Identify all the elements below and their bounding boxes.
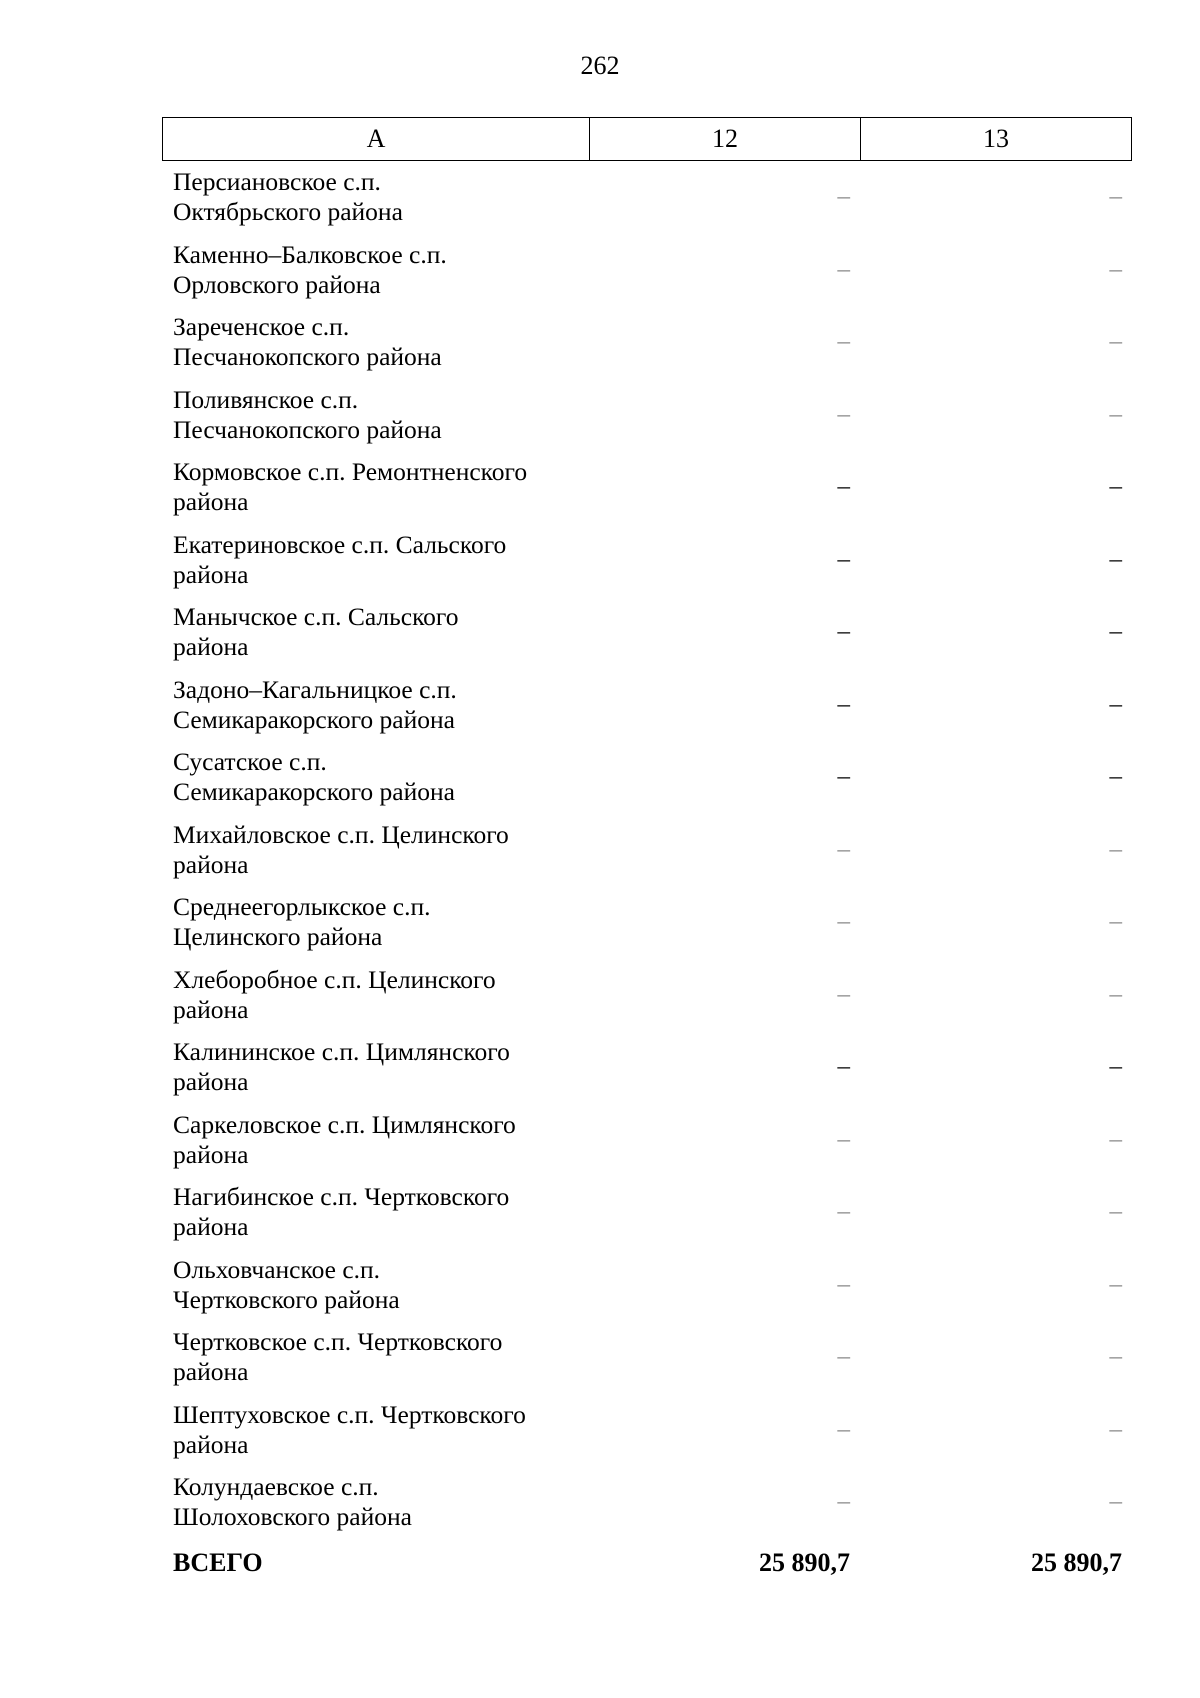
table-row: [162, 524, 1132, 597]
row-name-line2: Чертковского района: [173, 1284, 400, 1314]
row-name-line2: района: [173, 994, 249, 1024]
row-name: [162, 1031, 589, 1104]
table-row: [162, 1104, 1132, 1177]
row-value-12: –: [837, 1198, 850, 1226]
row-name-line2: Октябрьского района: [173, 197, 403, 226]
table-row: [162, 161, 1132, 234]
row-name-line2: района: [173, 849, 249, 879]
row-name-line1: Михайловское с.п. Целинского: [173, 819, 509, 849]
row-name-line1: Зареченское с.п.: [173, 312, 350, 341]
row-value-12: –: [837, 1415, 850, 1443]
row-name: [162, 1321, 589, 1394]
row-value-12: –: [837, 690, 850, 718]
table-row: [162, 959, 1132, 1032]
row-value-13: –: [1109, 545, 1122, 573]
row-value-13: –: [1109, 400, 1122, 428]
row-value-12: –: [837, 473, 850, 501]
row-value-13: –: [1109, 473, 1122, 501]
row-value-12: –: [837, 255, 850, 283]
row-value-13: –: [1109, 763, 1122, 791]
row-value-12: –: [837, 545, 850, 573]
row-value-12: –: [837, 328, 850, 356]
page-number: 262: [580, 51, 620, 80]
header-col-12: 12: [590, 118, 861, 160]
row-name: [162, 959, 589, 1032]
row-name-line2: района: [173, 1139, 249, 1169]
row-name: [162, 886, 589, 959]
row-name-line1: Колундаевское с.п.: [173, 1472, 379, 1501]
row-value-13: –: [1109, 908, 1122, 936]
row-value-12: –: [837, 1270, 850, 1298]
row-name-line1: Чертковское с.п. Чертковского: [173, 1327, 503, 1356]
row-value-12: –: [837, 763, 850, 791]
row-name-line2: района: [173, 1429, 249, 1459]
row-value-12: –: [837, 1488, 850, 1516]
row-name-line1: Задоно–Кагальницкое с.п.: [173, 674, 457, 704]
row-name: [162, 596, 589, 669]
table-row: [162, 1394, 1132, 1467]
row-name-line2: района: [173, 1357, 249, 1386]
row-value-13: –: [1109, 1343, 1122, 1371]
row-name-line1: Саркеловское с.п. Цимлянского: [173, 1109, 516, 1139]
row-name: [162, 1394, 589, 1467]
row-name: [162, 814, 589, 887]
row-name: [162, 524, 589, 597]
row-name: [162, 234, 589, 307]
row-name-line2: Семикаракорского района: [173, 777, 455, 806]
table-row: [162, 451, 1132, 524]
table-row: [162, 306, 1132, 379]
table-row: [162, 596, 1132, 669]
row-value-13: –: [1109, 1053, 1122, 1081]
header-col-13: 13: [983, 124, 1009, 153]
total-value-12: 25 890,7: [759, 1547, 850, 1577]
row-name-line1: Персиановское с.п.: [173, 167, 381, 196]
table-row: [162, 1176, 1132, 1249]
row-name-line1: Шептуховское с.п. Чертковского: [173, 1399, 526, 1429]
row-name-line1: Манычское с.п. Сальского: [173, 602, 459, 631]
row-name-line1: Каменно–Балковское с.п.: [173, 239, 447, 269]
row-name: [162, 306, 589, 379]
total-value-13: 25 890,7: [1031, 1547, 1122, 1577]
data-table: [162, 117, 1132, 1583]
row-value-13: –: [1109, 1415, 1122, 1443]
table-row: [162, 379, 1132, 452]
row-value-13: –: [1109, 255, 1122, 283]
row-value-13: –: [1109, 1125, 1122, 1153]
row-value-13: –: [1109, 183, 1122, 211]
row-value-13: –: [1109, 980, 1122, 1008]
row-value-13: –: [1109, 328, 1122, 356]
row-name-line1: Среднеегорлыкское с.п.: [173, 892, 431, 921]
table-row: [162, 1249, 1132, 1322]
row-name-line1: Поливянское с.п.: [173, 384, 359, 414]
row-name-line1: Нагибинское с.п. Чертковского: [173, 1182, 510, 1211]
row-name-line2: района: [173, 1067, 249, 1096]
row-name-line1: Екатериновское с.п. Сальского: [173, 529, 507, 559]
row-name-line1: Кормовское с.п. Ремонтненского: [173, 457, 528, 486]
table-row: [162, 886, 1132, 959]
table-row: [162, 1321, 1132, 1394]
row-value-13: –: [1109, 835, 1122, 863]
row-value-12: –: [837, 1125, 850, 1153]
row-name-line2: Шолоховского района: [173, 1502, 412, 1531]
row-name: [162, 379, 589, 452]
row-value-12: –: [837, 835, 850, 863]
row-name-line2: Семикаракорского района: [173, 704, 455, 734]
table-row: [162, 234, 1132, 307]
row-name: [162, 1466, 589, 1539]
row-name-line2: Целинского района: [173, 922, 383, 951]
row-value-12: –: [837, 183, 850, 211]
row-value-13: –: [1109, 1488, 1122, 1516]
row-name: [162, 1104, 589, 1177]
header-col-a: А: [163, 118, 590, 160]
row-name-line1: Сусатское с.п.: [173, 747, 327, 776]
table-row: [162, 669, 1132, 742]
table-body: [162, 161, 1132, 1539]
row-name-line2: района: [173, 1212, 249, 1241]
table-header: [162, 117, 1132, 161]
row-name-line2: района: [173, 559, 249, 589]
row-name: [162, 669, 589, 742]
row-name-line1: Калининское с.п. Цимлянского: [173, 1037, 510, 1066]
row-value-13: –: [1109, 618, 1122, 646]
table-row: [162, 1466, 1132, 1539]
row-value-12: –: [837, 908, 850, 936]
row-value-12: –: [837, 980, 850, 1008]
row-name-line2: Орловского района: [173, 269, 381, 299]
row-value-12: –: [837, 618, 850, 646]
row-value-12: –: [837, 1053, 850, 1081]
total-label: ВСЕГО: [173, 1547, 263, 1577]
table-row: [162, 741, 1132, 814]
row-name: [162, 741, 589, 814]
row-name-line2: Песчанокопского района: [173, 342, 442, 371]
row-name: [162, 1176, 589, 1249]
row-name-line1: Хлеборобное с.п. Целинского: [173, 964, 496, 994]
row-value-13: –: [1109, 1270, 1122, 1298]
table-row: [162, 1031, 1132, 1104]
row-name: [162, 1249, 589, 1322]
row-name-line2: района: [173, 487, 249, 516]
row-name: [162, 161, 589, 234]
row-name-line2: Песчанокопского района: [173, 414, 442, 444]
row-value-12: –: [837, 400, 850, 428]
row-name: [162, 451, 589, 524]
row-name-line2: района: [173, 632, 249, 661]
row-value-12: –: [837, 1343, 850, 1371]
total-row: [162, 1543, 1132, 1583]
row-value-13: –: [1109, 1198, 1122, 1226]
table-row: [162, 814, 1132, 887]
row-value-13: –: [1109, 690, 1122, 718]
row-name-line1: Ольховчанское с.п.: [173, 1254, 381, 1284]
